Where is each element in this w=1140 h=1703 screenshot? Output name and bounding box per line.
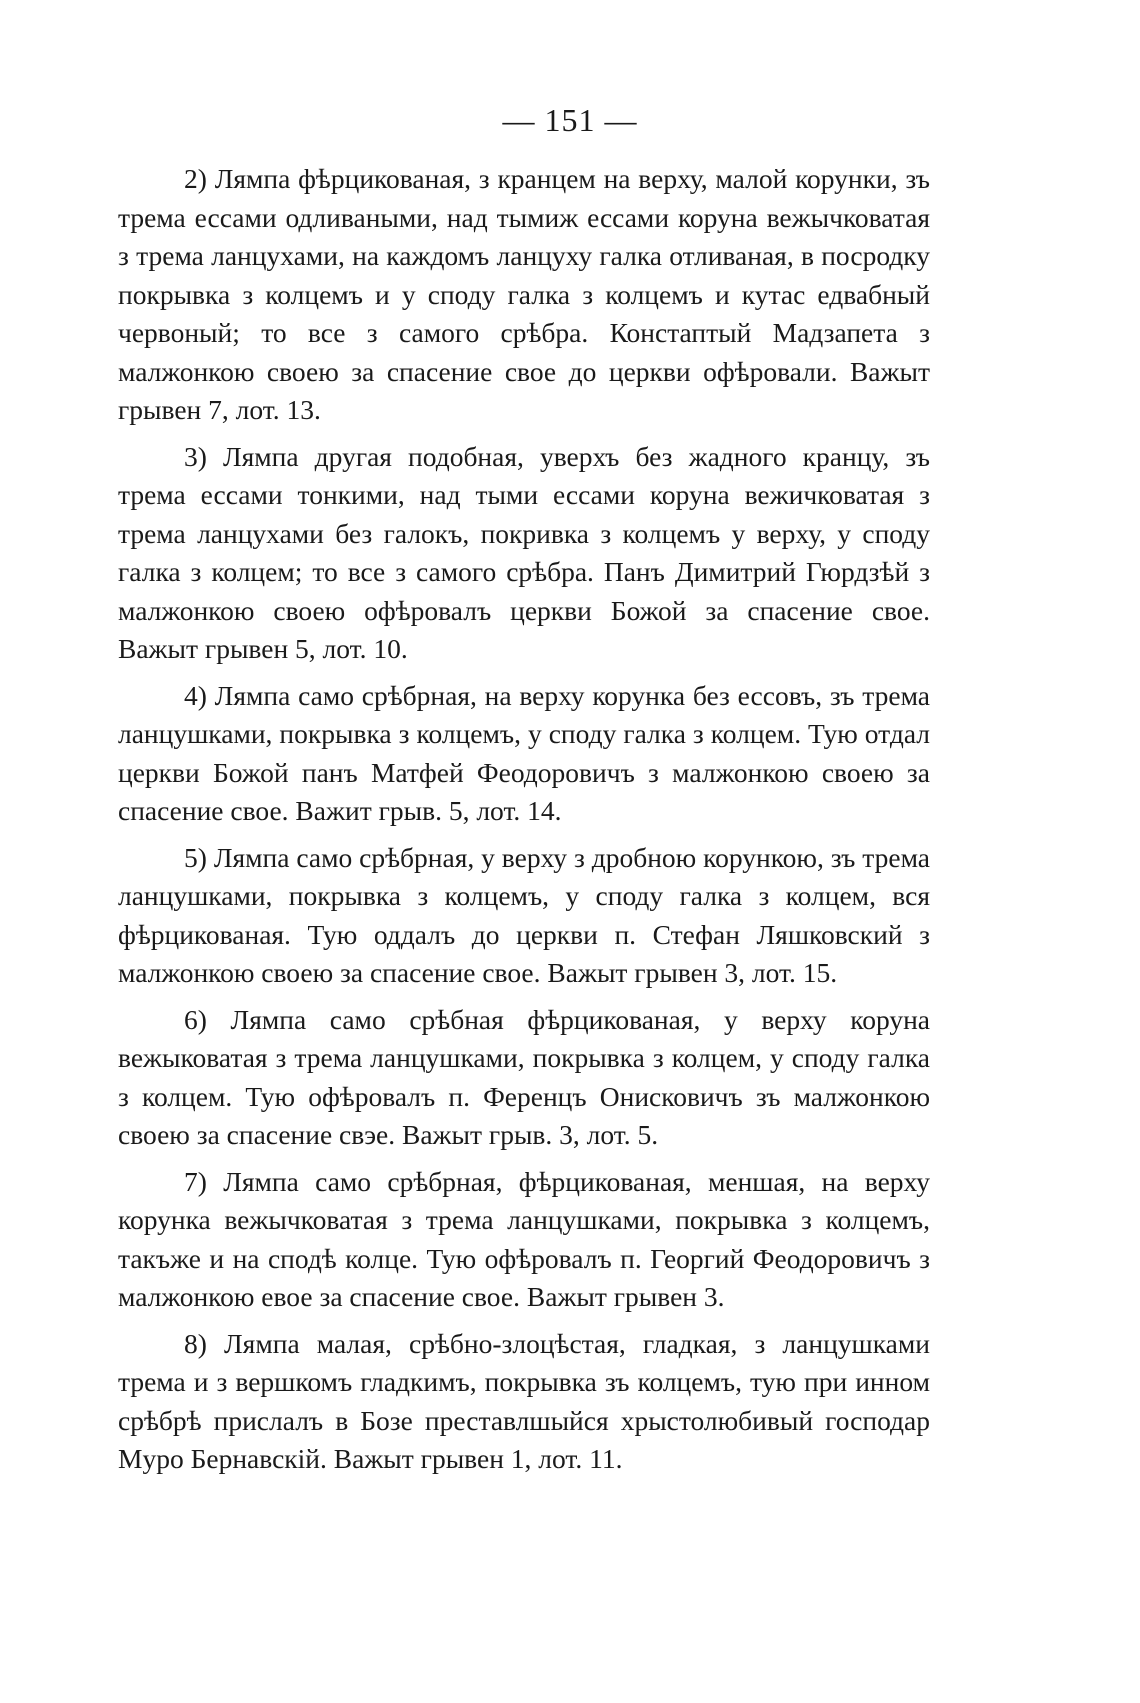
paragraph-item-7: 7) Лямпа само срѣбрная, фѣрцикованая, меншая, на верху корунка вежычковатая з трема ланцушками, покрывка з колцемъ, такъже и на сподѣ колце. Тую офѣровалъ п. Георгий Феодоровичъ з малжонкою евое за спасение свое. Важыт грывен 3.	[118, 1165, 930, 1312]
paragraph-item-6: 6) Лямпа само срѣбная фѣрцикованая, у верху коруна вежыковатая з трема ланцушками, покрывка з колцем, у споду галка з колцем. Тую офѣровалъ п. Ференцъ Онисковичъ зъ малжонкою своею за спасение свэе. Важыт грыв. 3, лот. 5.	[118, 1003, 930, 1150]
paragraph-item-2: 2) Лямпа фѣрцикованая, з кранцем на верху, малой корунки, зъ трема ессами одливаными, над тымиж ессами коруна вежычковатая з трема ланцухами, на каждомъ ланцуху галка отливаная, в посродку покрывка з колцемъ и у споду галка з колцемъ и кутас едвабный червоный; то все з самого срѣбра. Констаптый Мадзапета з малжонкою своею за спасение свое до церкви офѣровали. Важыт грывен 7, лот. 13.	[118, 163, 930, 425]
page-number: — 151 —	[502, 102, 638, 138]
paragraph-item-3: 3) Лямпа другая подобная, уверхъ без жадного кранцу, зъ трема ессами тонкими, над тыми ессами коруна вежичковатая з трема ланцухами без галокъ, покривка з колцемъ у верху, у споду галка з колцем; то все з самого срѣбра. Панъ Димитрий Гюрдзѣй з малжонкою своею офѣровалъ церкви Божой за спасение свое. Важыт грывен 5, лот. 10.	[118, 440, 930, 664]
paragraph-item-4: 4) Лямпа само срѣбрная, на верху корунка без ессовъ, зъ трема ланцушками, покрывка з колцемъ, у споду галка з колцем. Тую отдал церкви Божой панъ Матфей Феодоровичъ з малжонкою своею за спасение свое. Важит грыв. 5, лот. 14.	[118, 679, 930, 826]
text-body	[118, 160, 930, 1487]
paragraph-item-5: 5) Лямпа само срѣбрная, у верху з дробною корункою, зъ трема ланцушками, покрывка з колцемъ, у споду галка з колцем, вся фѣрцикованая. Тую оддалъ до церкви п. Стефан Ляшковский з малжонкою своею за спасение свое. Важыт грывен 3, лот. 15.	[118, 841, 930, 988]
paragraph-item-8: 8) Лямпа малая, срѣбно-злоцѣстая, гладкая, з ланцушками трема и з вершкомъ гладкимъ, покрывка зъ колцемъ, тую при инном срѣбрѣ прислалъ в Бозе преставлшыйся хрыстолюбивый господар Мyро Бернавскій. Важыт грывен 1, лот. 11.	[118, 1327, 930, 1474]
